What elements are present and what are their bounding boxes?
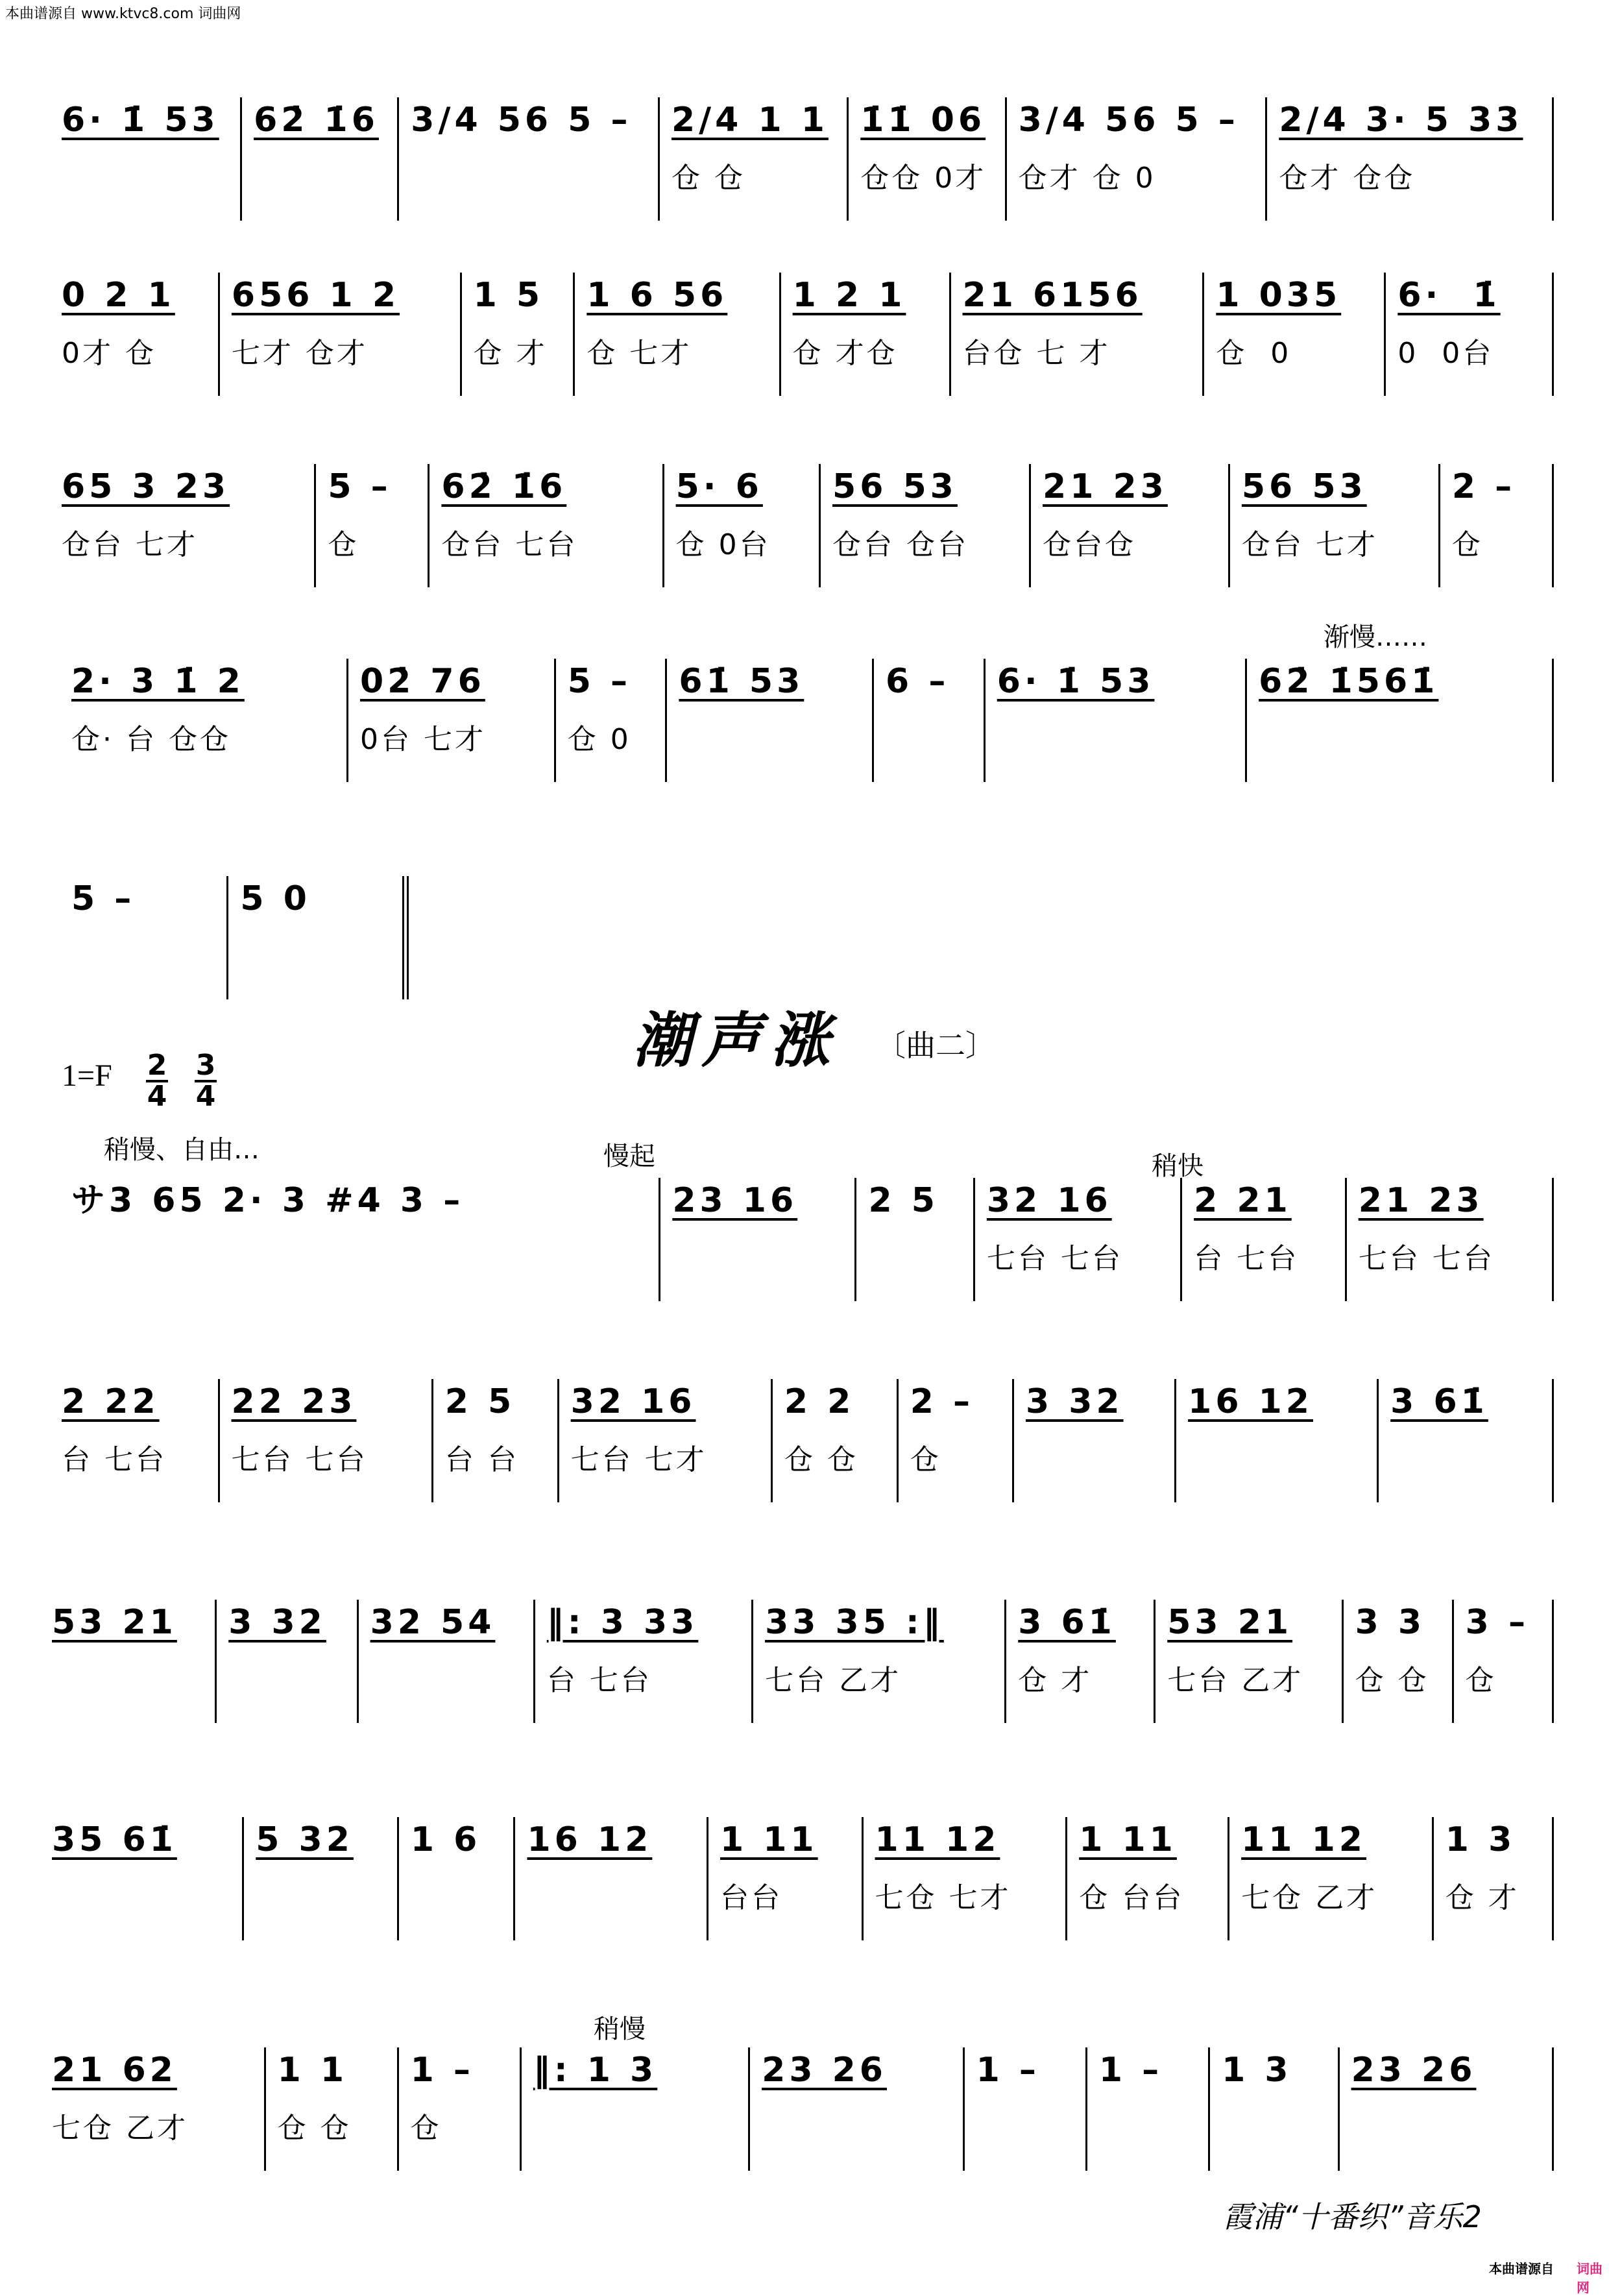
percussion-syllables: 仓 仓 xyxy=(277,2112,352,2145)
measure xyxy=(707,1817,862,1940)
percussion-syllables: 台仓 七 才 xyxy=(962,337,1111,370)
measure xyxy=(658,97,847,221)
watermark: 本曲谱源自 www.ktvc8.com 词曲网 xyxy=(5,6,241,22)
measure xyxy=(520,2047,748,2171)
measure xyxy=(218,273,460,396)
measure xyxy=(1452,1600,1554,1723)
measure xyxy=(71,659,346,782)
measure xyxy=(264,2047,397,2171)
score-system xyxy=(71,876,409,999)
percussion-syllables: 仓台 七台 xyxy=(441,528,578,561)
source-label: 本曲谱源自 xyxy=(1489,2261,1554,2277)
measure xyxy=(71,1178,659,1301)
melody-notes: 61̇ 53 xyxy=(679,662,804,701)
measure xyxy=(573,273,779,396)
melody-notes: 16 12 xyxy=(1188,1382,1313,1421)
footer-caption: 霞浦“十番织”音乐2 xyxy=(1223,2199,1482,2234)
percussion-syllables: 七仓 七才 xyxy=(875,1881,1011,1914)
melody-notes: 23 26 xyxy=(762,2051,887,2090)
melody-notes: 35 61̇ xyxy=(52,1820,177,1859)
percussion-syllables: 仓 台台 xyxy=(1079,1881,1185,1914)
measure xyxy=(52,1600,215,1723)
percussion-syllables: 仓 仓 xyxy=(1355,1664,1429,1697)
measure xyxy=(963,2047,1085,2171)
melody-notes: 53 21 xyxy=(52,1603,177,1642)
measure xyxy=(984,659,1245,782)
melody-notes: 2/4 1 1 xyxy=(671,101,829,140)
measure xyxy=(949,273,1203,396)
measure xyxy=(513,1817,707,1940)
melody-notes: 1 3 xyxy=(1445,1820,1516,1859)
percussion-syllables: 0 0台 xyxy=(1397,337,1494,370)
melody-notes: 6· 1̇ xyxy=(1397,276,1501,315)
measure xyxy=(1004,1600,1154,1723)
melody-notes: ‖: 1 3 xyxy=(533,2051,658,2090)
melody-notes: 1 – xyxy=(1098,2051,1163,2090)
melody-notes: 6· 1̇ 53 xyxy=(997,662,1155,701)
percussion-syllables: 仓 xyxy=(410,2112,442,2145)
percussion-syllables: 仓仓 0才 xyxy=(860,162,987,195)
percussion-syllables: 七仓 乙才 xyxy=(52,2112,188,2145)
melody-notes: 32 16 xyxy=(570,1382,696,1421)
percussion-syllables: 七台 乙才 xyxy=(765,1664,902,1697)
percussion-syllables: 七台 七才 xyxy=(570,1443,707,1476)
percussion-syllables: 仓 xyxy=(1451,528,1483,561)
score-system xyxy=(52,1600,1554,1723)
measure xyxy=(218,1379,431,1502)
percussion-syllables: 仓 才 xyxy=(1445,1881,1519,1914)
melody-notes: 21 23 xyxy=(1043,467,1168,506)
melody-notes: 2 21 xyxy=(1194,1181,1292,1220)
melody-notes: 62̇ 1̇6 xyxy=(254,101,379,140)
measure xyxy=(460,273,574,396)
percussion-syllables: 仓才 仓 0 xyxy=(1018,162,1156,195)
measure xyxy=(1029,464,1228,587)
measure xyxy=(431,1379,557,1502)
measure xyxy=(1174,1379,1377,1502)
melody-notes: 5 – xyxy=(567,662,632,701)
score-system xyxy=(62,97,1554,221)
measure xyxy=(397,97,658,221)
tempo-annotation: 稍快 xyxy=(1152,1151,1204,1181)
percussion-syllables: 七仓 乙才 xyxy=(1241,1881,1378,1914)
melody-notes: 16 12 xyxy=(527,1820,653,1859)
percussion-syllables: 七台 七台 xyxy=(986,1242,1123,1275)
melody-notes: 1 1 xyxy=(277,2051,348,2090)
tempo-annotation: 稍慢、自由… xyxy=(104,1135,260,1165)
melody-notes: 33 35 :‖ xyxy=(765,1603,944,1642)
measure xyxy=(862,1817,1066,1940)
melody-notes: 02̇ 76 xyxy=(359,662,485,701)
melody-notes: 62̇ 1̇6 xyxy=(441,467,567,506)
percussion-syllables: 台 七台 xyxy=(546,1664,652,1697)
percussion-syllables: 七台 七台 xyxy=(231,1443,368,1476)
melody-notes: 5 0 xyxy=(240,879,311,918)
measure xyxy=(215,1600,356,1723)
measure xyxy=(1265,97,1554,221)
measure xyxy=(240,97,397,221)
score-system xyxy=(71,1178,1554,1301)
score-system xyxy=(52,1817,1554,1940)
measure xyxy=(1342,1600,1452,1723)
percussion-syllables: 七台 七台 xyxy=(1358,1242,1495,1275)
percussion-syllables: 仓· 台 仓仓 xyxy=(71,723,231,756)
measure xyxy=(1228,464,1438,587)
melody-notes: 6 – xyxy=(886,662,950,701)
score-system xyxy=(52,2047,1554,2171)
measure xyxy=(428,464,662,587)
tempo-annotation: 渐慢…… xyxy=(1324,622,1427,652)
measure xyxy=(226,876,409,999)
percussion-syllables: 仓 七才 xyxy=(587,337,692,370)
measure xyxy=(897,1379,1012,1502)
key-signature: 1=F xyxy=(62,1058,112,1093)
measure xyxy=(62,464,314,587)
measure xyxy=(357,1600,533,1723)
measure xyxy=(314,464,428,587)
measure xyxy=(62,97,240,221)
measure xyxy=(1432,1817,1554,1940)
melody-notes: 21 23 xyxy=(1358,1181,1484,1220)
measure xyxy=(397,1817,514,1940)
melody-notes: 3/4 56 5 – xyxy=(411,101,632,140)
percussion-syllables: 仓台 七才 xyxy=(1241,528,1378,561)
measure xyxy=(533,1600,751,1723)
source-site: 词曲网 xyxy=(1577,2261,1603,2295)
melody-notes: 2/4 3· 5 33 xyxy=(1279,101,1523,140)
percussion-syllables: 台 台 xyxy=(444,1443,519,1476)
percussion-syllables: 台台 xyxy=(720,1881,782,1914)
percussion-syllables: 仓 0台 xyxy=(675,528,771,561)
percussion-syllables: 仓 才 xyxy=(473,337,548,370)
measure xyxy=(1384,273,1554,396)
melody-notes: 1 – xyxy=(410,2051,474,2090)
measure xyxy=(1154,1600,1341,1723)
melody-notes: 32 54 xyxy=(370,1603,496,1642)
measure xyxy=(779,273,949,396)
measure xyxy=(52,1817,242,1940)
measure xyxy=(1005,97,1266,221)
score-system xyxy=(62,273,1554,396)
score-system xyxy=(62,464,1554,587)
melody-notes: 3/4 56 5 – xyxy=(1018,101,1239,140)
melody-notes: 1 035 xyxy=(1216,276,1342,315)
melody-notes: 11 12 xyxy=(1241,1820,1366,1859)
melody-notes: 1 11 xyxy=(720,1820,818,1859)
measure xyxy=(1012,1379,1174,1502)
measure xyxy=(554,659,666,782)
measure xyxy=(52,2047,264,2171)
melody-notes: 3 32 xyxy=(228,1603,326,1642)
measure xyxy=(847,97,1004,221)
measure xyxy=(1377,1379,1554,1502)
melody-notes: 65 3 23 xyxy=(62,467,230,506)
melody-notes: ‖: 3 33 xyxy=(546,1603,699,1642)
measure xyxy=(1245,659,1554,782)
tempo-annotation: 慢起 xyxy=(603,1142,655,1171)
melody-notes: 1 5 xyxy=(473,276,544,315)
percussion-syllables: 七台 乙才 xyxy=(1167,1664,1304,1697)
measure xyxy=(397,2047,520,2171)
measure xyxy=(242,1817,397,1940)
measure xyxy=(1202,273,1384,396)
melody-notes: 3 61̇ xyxy=(1390,1382,1488,1421)
measure xyxy=(665,659,872,782)
percussion-syllables: 仓 仓 xyxy=(671,162,745,195)
percussion-syllables: 仓 xyxy=(328,528,359,561)
measure xyxy=(819,464,1029,587)
score-system xyxy=(71,659,1554,782)
melody-notes: 2 – xyxy=(1451,467,1516,506)
melody-notes: 32 16 xyxy=(986,1181,1112,1220)
percussion-syllables: 仓 xyxy=(910,1443,941,1476)
measure xyxy=(557,1379,771,1502)
time-signature xyxy=(146,1051,168,1111)
percussion-syllables: 七才 仓才 xyxy=(231,337,368,370)
measure xyxy=(659,1178,854,1301)
percussion-syllables: 仓台 七才 xyxy=(62,528,198,561)
melody-notes: 21 6156 xyxy=(962,276,1143,315)
melody-notes: 0 2 1 xyxy=(62,276,175,315)
melody-notes: 3 32 xyxy=(1025,1382,1124,1421)
melody-notes: 2 5 xyxy=(868,1181,939,1220)
melody-notes: 3 3 xyxy=(1355,1603,1426,1642)
song-subtitle: 〔曲二〕 xyxy=(876,1028,995,1063)
melody-notes: 56 53 xyxy=(1241,467,1367,506)
measure xyxy=(62,1379,218,1502)
melody-notes: 23 26 xyxy=(1351,2051,1477,2090)
melody-notes: 5 – xyxy=(328,467,392,506)
measure xyxy=(62,273,218,396)
measure xyxy=(1438,464,1554,587)
measure xyxy=(872,659,984,782)
melody-notes: 5· 6 xyxy=(675,467,763,506)
ts-den: 4 xyxy=(195,1080,216,1113)
melody-notes: 1 – xyxy=(976,2051,1040,2090)
measure xyxy=(1085,2047,1208,2171)
percussion-syllables: 仓 才 xyxy=(1018,1664,1093,1697)
melody-notes: 53 21 xyxy=(1167,1603,1293,1642)
measure xyxy=(346,659,554,782)
measure xyxy=(71,876,226,999)
melody-notes: 1 6 xyxy=(410,1820,481,1859)
melody-notes: 1̇1̇ 06 xyxy=(860,101,986,140)
melody-notes: 656 1 2 xyxy=(231,276,400,315)
melody-notes: 3 61̇ xyxy=(1018,1603,1116,1642)
melody-notes: 62̇ 1̇561̇ xyxy=(1259,662,1439,701)
percussion-syllables: 仓 才仓 xyxy=(792,337,898,370)
measure xyxy=(854,1178,973,1301)
measure xyxy=(1338,2047,1554,2171)
percussion-syllables: 仓台 仓台 xyxy=(832,528,969,561)
percussion-syllables: 仓 0 xyxy=(1216,337,1292,370)
melody-notes: 56 53 xyxy=(832,467,958,506)
score-system xyxy=(62,1379,1554,1502)
percussion-syllables: 仓 0 xyxy=(567,723,631,756)
measure xyxy=(1345,1178,1554,1301)
melody-notes: 2· 3 1̇ 2 xyxy=(71,662,245,701)
percussion-syllables: 0台 七才 xyxy=(359,723,486,756)
measure xyxy=(1180,1178,1345,1301)
melody-notes: 5 32 xyxy=(256,1820,354,1859)
ts-num: 2 xyxy=(147,1049,167,1082)
percussion-syllables: 仓台仓 xyxy=(1043,528,1137,561)
melody-notes: 3 – xyxy=(1465,1603,1529,1642)
measure xyxy=(662,464,819,587)
melody-notes: 1 6 56 xyxy=(587,276,728,315)
melody-notes: 21 62 xyxy=(52,2051,177,2090)
percussion-syllables: 台 七台 xyxy=(1194,1242,1300,1275)
ts-den: 4 xyxy=(147,1080,167,1113)
percussion-syllables: 仓 xyxy=(1465,1664,1497,1697)
measure xyxy=(771,1379,897,1502)
song-title: 潮声涨 xyxy=(633,1006,840,1075)
measure xyxy=(1208,2047,1337,2171)
measure xyxy=(748,2047,962,2171)
measure xyxy=(751,1600,1004,1723)
percussion-syllables: 仓 仓 xyxy=(784,1443,858,1476)
measure xyxy=(973,1178,1180,1301)
melody-notes: 2 – xyxy=(910,1382,974,1421)
measure xyxy=(1065,1817,1228,1940)
melody-notes: 22 23 xyxy=(231,1382,357,1421)
melody-notes: 2 5 xyxy=(444,1382,516,1421)
melody-notes: 23 16 xyxy=(672,1181,798,1220)
melody-notes: 11 12 xyxy=(875,1820,1000,1859)
time-signature xyxy=(195,1051,217,1111)
percussion-syllables: 台 七台 xyxy=(62,1443,167,1476)
melody-notes: 6· 1̇ 53 xyxy=(62,101,219,140)
measure xyxy=(1228,1817,1432,1940)
melody-notes: 2 22 xyxy=(62,1382,160,1421)
melody-notes: サ3 65 2· 3 #4 3 – xyxy=(71,1181,465,1220)
melody-notes: 1 3 xyxy=(1222,2051,1292,2090)
melody-notes: 2 2 xyxy=(784,1382,855,1421)
percussion-syllables: 仓才 仓仓 xyxy=(1279,162,1416,195)
tempo-annotation: 稍慢 xyxy=(594,2014,646,2044)
melody-notes: 1 11 xyxy=(1079,1820,1177,1859)
ts-num: 3 xyxy=(195,1049,216,1082)
melody-notes: 1 2 1 xyxy=(792,276,906,315)
percussion-syllables: 0才 仓 xyxy=(62,337,156,370)
melody-notes: 5 – xyxy=(71,879,136,918)
